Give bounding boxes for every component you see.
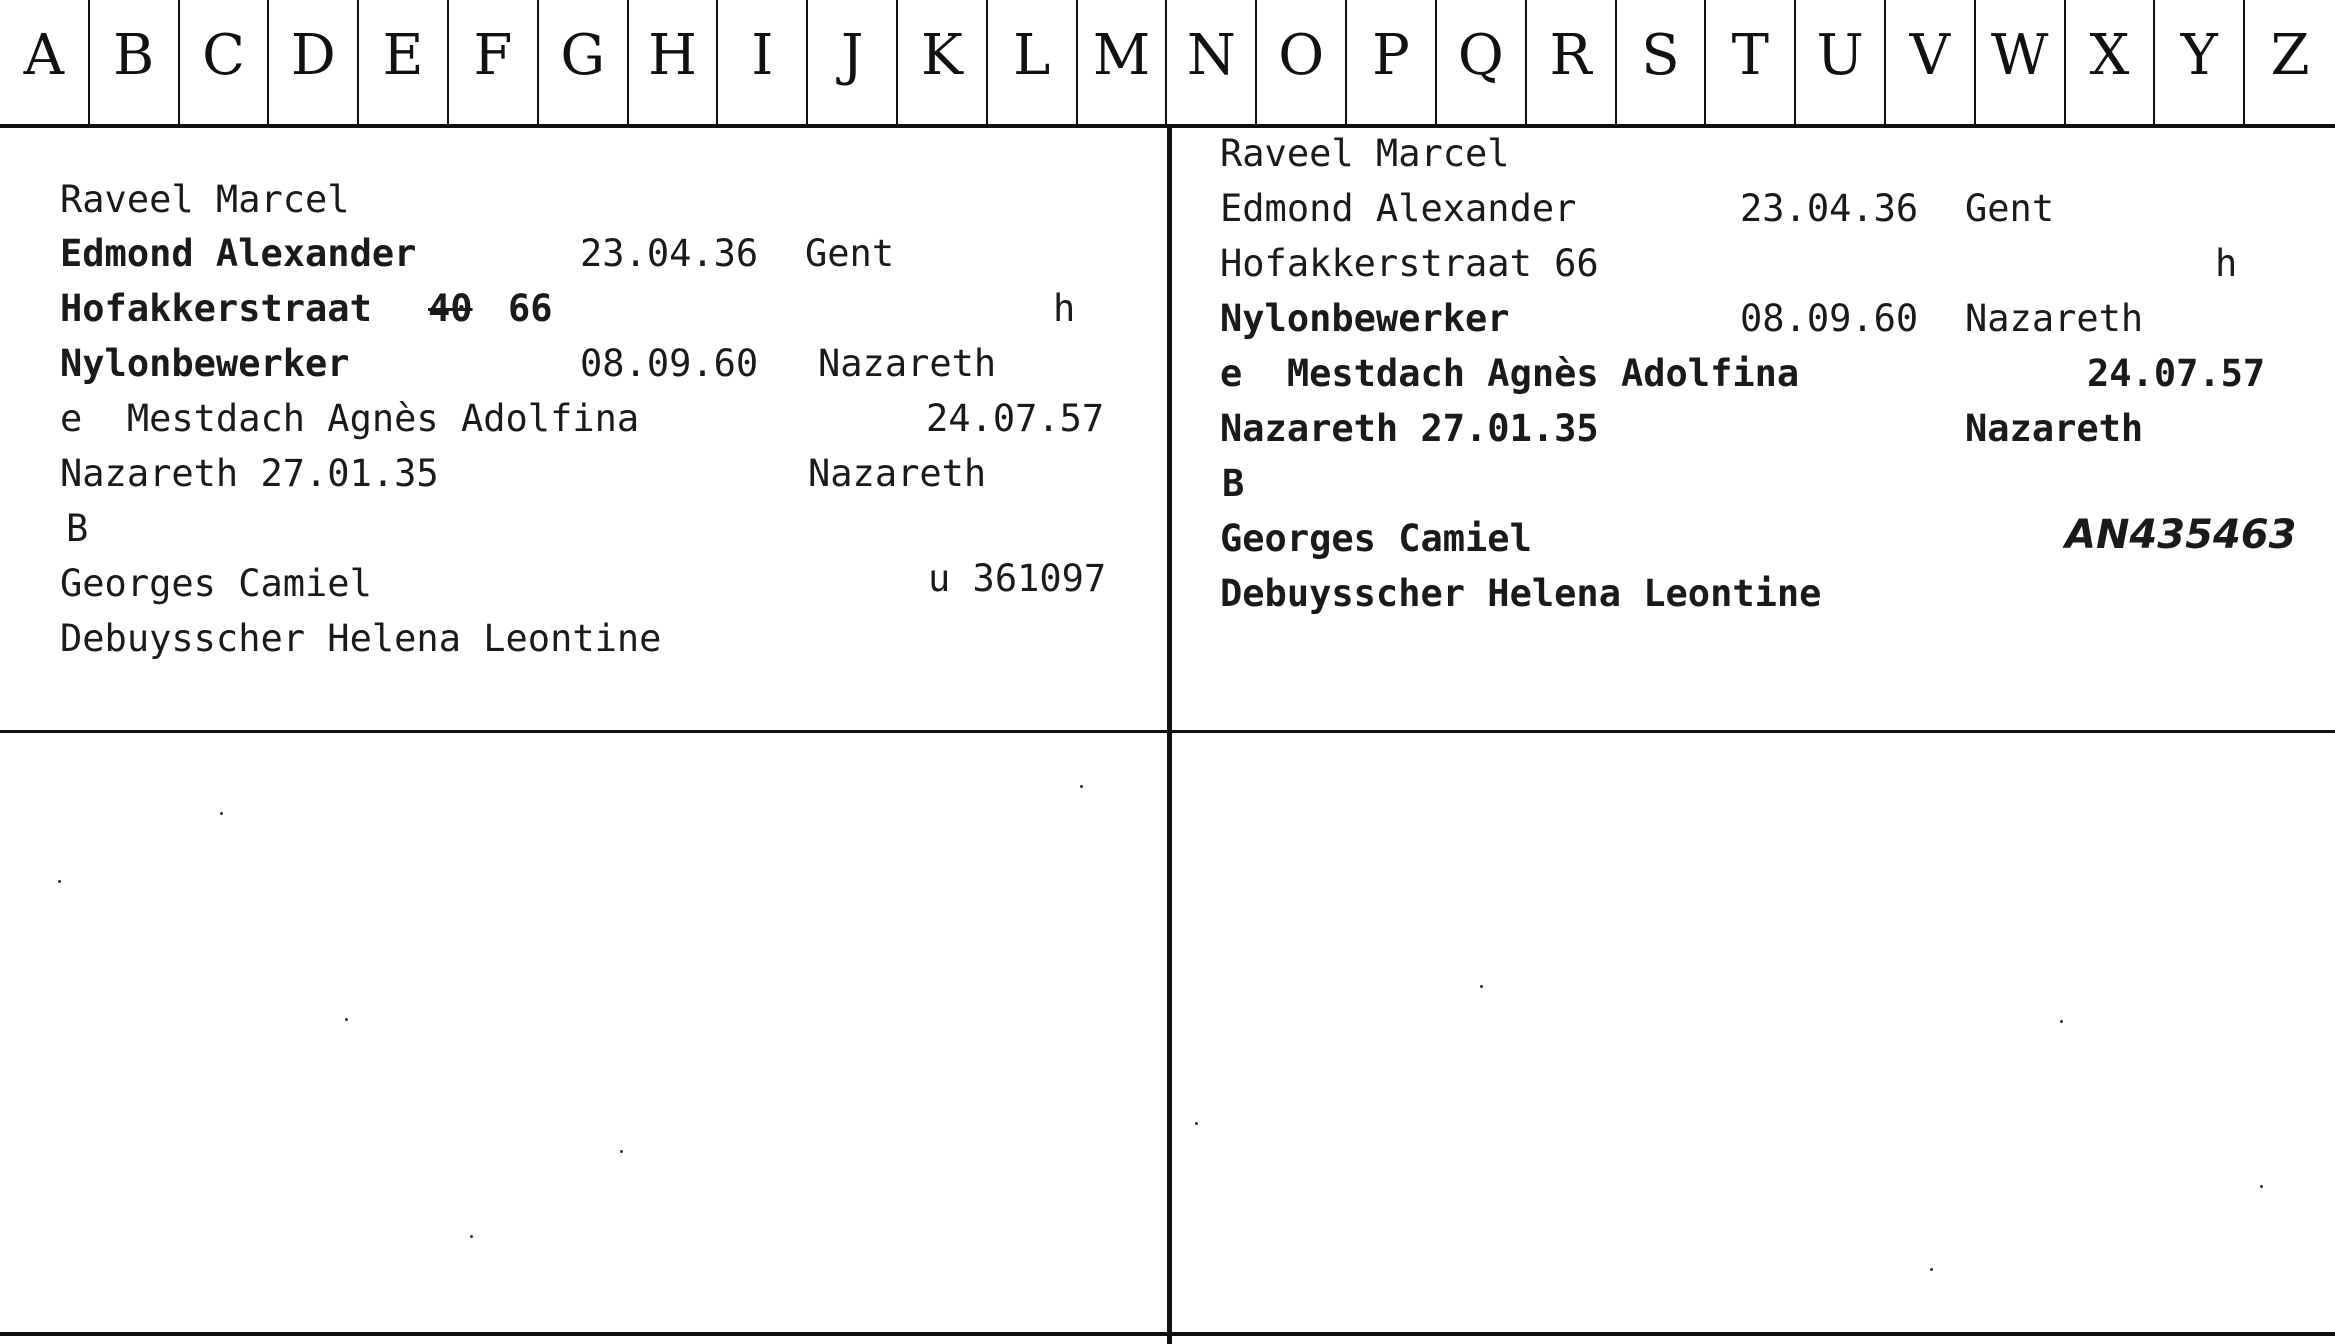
father: Georges Camiel bbox=[60, 562, 372, 605]
index-letter-r: R bbox=[1527, 0, 1617, 124]
marriage-place: Nazareth bbox=[808, 452, 987, 495]
index-letter-c: C bbox=[180, 0, 270, 124]
gender-mark: h bbox=[1053, 287, 1076, 330]
index-letter-w: W bbox=[1976, 0, 2066, 124]
surname-firstname: Raveel Marcel bbox=[60, 178, 350, 221]
registration-place: Nazareth bbox=[1965, 297, 2144, 340]
registration-place: Nazareth bbox=[818, 342, 997, 385]
index-letter-i: I bbox=[718, 0, 808, 124]
scan-speck bbox=[1480, 985, 1483, 988]
spouse: e Mestdach Agnès Adolfina bbox=[1220, 352, 1800, 395]
scan-speck bbox=[2060, 1020, 2063, 1023]
index-letter-v: V bbox=[1886, 0, 1976, 124]
mother: Debuysscher Helena Leontine bbox=[1220, 572, 1822, 615]
occupation: Nylonbewerker bbox=[1220, 297, 1510, 340]
spouse: e Mestdach Agnès Adolfina bbox=[60, 397, 640, 440]
street: Hofakkerstraat bbox=[60, 287, 372, 330]
scan-speck bbox=[345, 1018, 348, 1021]
index-letter-l: L bbox=[988, 0, 1078, 124]
index-letter-a: A bbox=[0, 0, 90, 124]
marriage-place: Nazareth bbox=[1965, 407, 2144, 450]
index-letter-b: B bbox=[90, 0, 180, 124]
occupation: Nylonbewerker bbox=[60, 342, 350, 385]
stamp-number: AN435463 bbox=[2065, 512, 2297, 558]
index-letter-s: S bbox=[1617, 0, 1707, 124]
registration-date: 08.09.60 bbox=[580, 342, 759, 385]
old-house-number: 40 bbox=[428, 287, 473, 330]
birth-date: 23.04.36 bbox=[580, 232, 759, 275]
index-letter-k: K bbox=[898, 0, 988, 124]
alphabet-index-strip bbox=[0, 0, 2335, 128]
marriage-date: 24.07.57 bbox=[926, 397, 1105, 440]
scan-speck bbox=[1930, 1268, 1933, 1271]
index-letter-o: O bbox=[1257, 0, 1347, 124]
spouse-birth: Nazareth 27.01.35 bbox=[1220, 407, 1599, 450]
left-record-card bbox=[0, 132, 1165, 728]
reference-number: u 361097 bbox=[928, 557, 1107, 600]
index-letter-d: D bbox=[269, 0, 359, 124]
index-letter-e: E bbox=[359, 0, 449, 124]
scan-speck bbox=[1195, 1122, 1198, 1125]
father: Georges Camiel bbox=[1220, 517, 1532, 560]
scan-speck bbox=[470, 1235, 473, 1238]
birth-date: 23.04.36 bbox=[1740, 187, 1919, 230]
scan-speck bbox=[58, 880, 61, 883]
scan-speck bbox=[220, 812, 223, 815]
nationality-code: B bbox=[1222, 462, 1245, 505]
registration-date: 08.09.60 bbox=[1740, 297, 1919, 340]
given-names: Edmond Alexander bbox=[60, 232, 417, 275]
index-letter-f: F bbox=[449, 0, 539, 124]
nationality-code: B bbox=[66, 507, 89, 550]
index-letter-u: U bbox=[1796, 0, 1886, 124]
index-letter-m: M bbox=[1078, 0, 1168, 124]
index-letter-n: N bbox=[1168, 0, 1258, 124]
address: Hofakkerstraat 66 bbox=[1220, 242, 1599, 285]
index-letter-x: X bbox=[2066, 0, 2156, 124]
mother: Debuysscher Helena Leontine bbox=[60, 617, 662, 660]
row-divider-bottom bbox=[0, 1332, 2335, 1336]
spouse-birth: Nazareth 27.01.35 bbox=[60, 452, 439, 495]
birth-place: Gent bbox=[1965, 187, 2055, 230]
left-empty-card bbox=[0, 733, 1165, 1331]
index-letter-j: J bbox=[808, 0, 898, 124]
scan-speck bbox=[620, 1150, 623, 1153]
house-number: 66 bbox=[508, 287, 553, 330]
right-empty-card bbox=[1172, 733, 2335, 1331]
index-letter-y: Y bbox=[2155, 0, 2245, 124]
birth-place: Gent bbox=[805, 232, 895, 275]
index-letter-p: P bbox=[1347, 0, 1437, 124]
gender-mark: h bbox=[2215, 242, 2238, 285]
surname-firstname: Raveel Marcel bbox=[1220, 132, 1510, 175]
index-letter-g: G bbox=[539, 0, 629, 124]
index-letter-h: H bbox=[629, 0, 719, 124]
marriage-date: 24.07.57 bbox=[2087, 352, 2266, 395]
right-record-card bbox=[1172, 132, 2335, 728]
given-names: Edmond Alexander bbox=[1220, 187, 1577, 230]
scan-speck bbox=[1080, 785, 1083, 788]
scan-speck bbox=[2260, 1185, 2263, 1188]
index-letter-q: Q bbox=[1437, 0, 1527, 124]
index-letter-z: Z bbox=[2270, 23, 2310, 88]
index-letter-t: T bbox=[1706, 0, 1796, 124]
